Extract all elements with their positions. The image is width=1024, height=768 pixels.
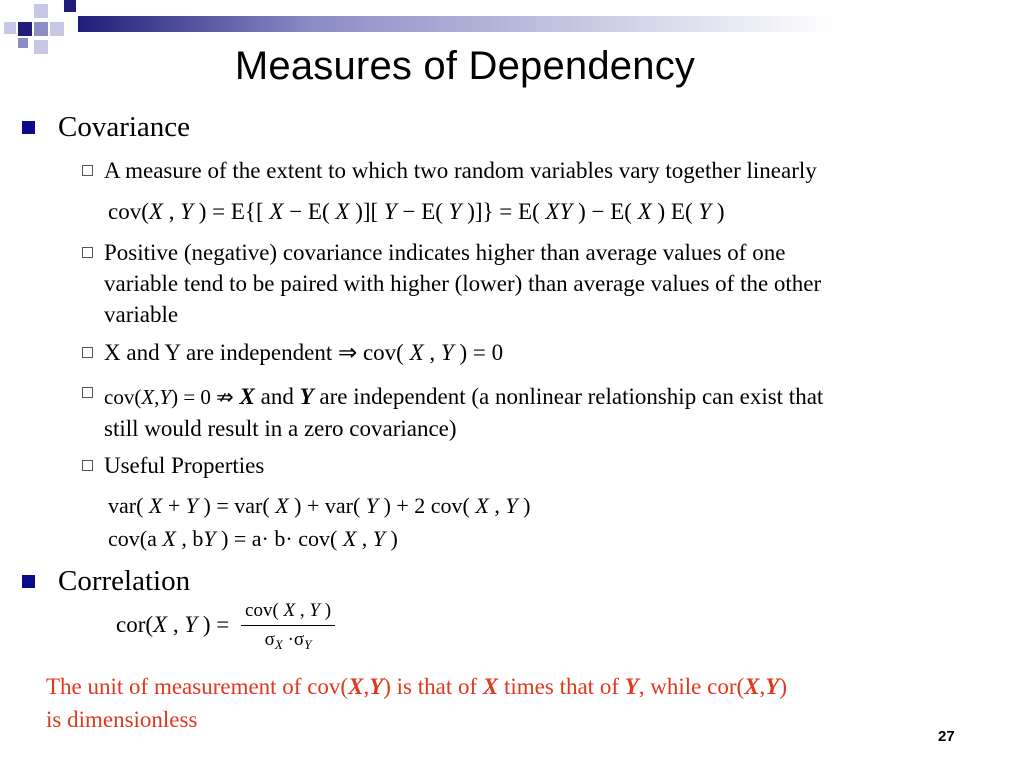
scaled-covariance-formula: cov(a X , bY ) = a· b· cov( X , Y ) <box>108 526 398 551</box>
covariance-formula: cov(X , Y ) = E{[ X − E( X )][ Y − E( Y )]} = E( XY ) − E( X ) E( Y ) <box>108 199 725 224</box>
bullet-icon <box>22 575 35 588</box>
covariance-definition: A measure of the extent to which two random variables vary together linearly <box>104 155 817 186</box>
bullet-icon <box>22 121 35 134</box>
independence-point: X and Y are independent ⇒ cov( X , Y ) = 0 <box>104 337 503 368</box>
hollow-square-bullet-icon <box>82 247 93 258</box>
variance-sum-formula: var( X + Y ) = var( X ) + var( Y ) + 2 cov( X , Y ) <box>108 493 531 518</box>
hollow-square-bullet-icon <box>82 460 93 471</box>
correlation-heading: Correlation <box>58 565 190 598</box>
independence-implication: ⇒ cov( X , Y ) = 0 <box>337 340 504 365</box>
non-implication-formula: cov(X,Y) = 0 ⇏ <box>104 385 234 409</box>
covariance-heading: Covariance <box>58 111 190 144</box>
hollow-square-bullet-icon <box>82 165 93 176</box>
positive-negative-point: Positive (negative) covariance indicates higher than average values of one variable tend to be paired with higher (lower) than average values of the other variable <box>104 237 821 330</box>
hollow-square-bullet-icon <box>82 387 93 398</box>
page-title: Measures of Dependency <box>234 44 696 88</box>
correlation-note: The unit of measurement of cov(X,Y) is that of X times that of Y, while cor(X,Y) is dimensionless <box>46 674 788 732</box>
correlation-formula: cor(X , Y ) = $\frac{\text{cov( X , Y )}}{\sigma_X \cdot\sigma_Y}$ <box>116 600 335 653</box>
useful-properties-point: Useful Properties <box>104 450 264 481</box>
hollow-square-bullet-icon <box>82 347 93 358</box>
page-number: 27 <box>938 728 955 745</box>
nonlinear-point: cov(X,Y) = 0 ⇏ X and Y are independent (a nonlinear relationship can exist that still would result in a zero covariance) <box>104 381 823 444</box>
